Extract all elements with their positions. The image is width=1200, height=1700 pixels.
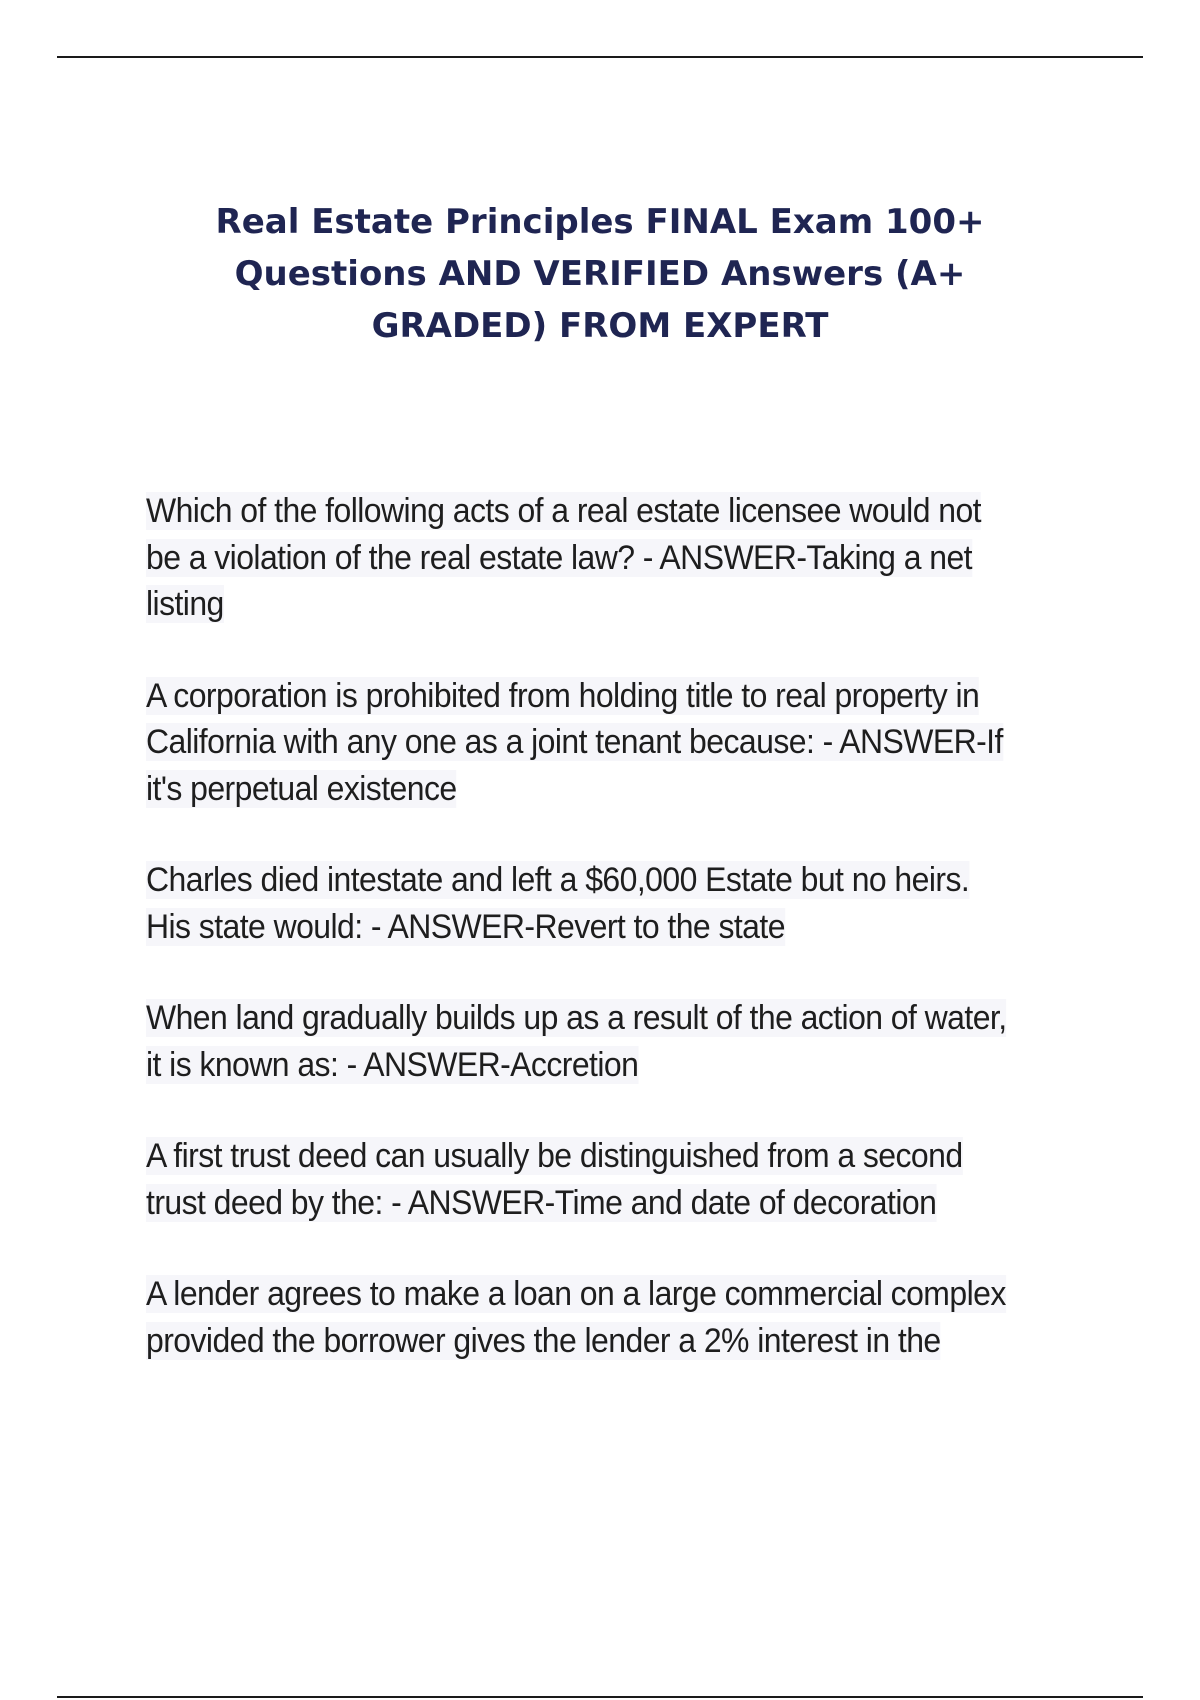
qa-item: [146, 857, 1086, 950]
qa-line: provided the borrower gives the lender a 2% interest in the: [146, 1321, 941, 1360]
qa-line: A first trust deed can usually be distinguished from a second: [146, 1137, 963, 1175]
bottom-divider: [57, 1696, 1143, 1698]
qa-line: be a violation of the real estate law? - ANSWER-Taking a net: [146, 538, 972, 577]
qa-line: A corporation is prohibited from holding title to real property in: [146, 676, 980, 715]
qa-line: Which of the following acts of a real estate licensee would not: [146, 492, 981, 530]
qa-item: [146, 1271, 1086, 1364]
qa-item: [146, 673, 1086, 813]
qa-line: it's perpetual existence: [146, 769, 457, 808]
title-line: Real Estate Principles FINAL Exam 100+: [215, 202, 985, 242]
qa-item: [146, 488, 1086, 628]
qa-line: His state would: - ANSWER-Revert to the state: [146, 907, 785, 946]
qa-line: A lender agrees to make a loan on a large commercial complex: [146, 1275, 1006, 1313]
qa-item: [146, 1133, 1086, 1226]
qa-line: California with any one as a joint tenant because: - ANSWER-If: [146, 723, 1003, 761]
title-line: Questions AND VERIFIED Answers (A+: [234, 254, 966, 294]
qa-item: [146, 995, 1086, 1088]
top-divider: [57, 56, 1143, 58]
title-line: GRADED) FROM EXPERT: [371, 306, 829, 346]
document-title: [150, 196, 1050, 352]
question-answer-list: [146, 488, 1086, 1409]
qa-line: it is known as: - ANSWER-Accretion: [146, 1045, 639, 1084]
qa-line: Charles died intestate and left a $60,000 Estate but no heirs.: [146, 861, 970, 899]
qa-line: trust deed by the: - ANSWER-Time and date of decoration: [146, 1183, 937, 1222]
qa-line: When land gradually builds up as a result of the action of water,: [146, 999, 1007, 1037]
qa-line: listing: [146, 585, 224, 623]
